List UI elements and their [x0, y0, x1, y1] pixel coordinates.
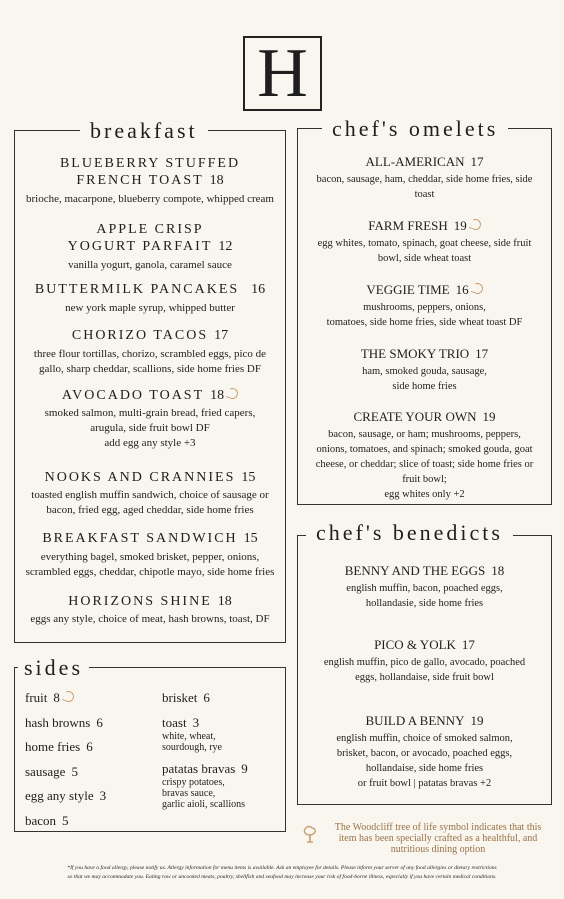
item-price: 17 [475, 346, 489, 361]
menu-item [14, 155, 286, 210]
item-name: BUTTERMILK PANCAKES [34, 282, 240, 297]
item-desc: english muffin, bacon, poached eggs, [346, 583, 503, 594]
side-item [25, 813, 155, 838]
item-name: brisket [162, 690, 198, 705]
item-name: BREAKFAST SANDWICH [42, 531, 238, 546]
item-desc: hollandaise, side home fries [365, 763, 484, 774]
item-name: FRENCH TOAST [76, 173, 204, 188]
item-name: toast [162, 714, 187, 730]
item-desc: cheese, or cheddar; slice of toast; side home fries or [315, 459, 534, 470]
benedicts-title: chef's benedicts [306, 522, 513, 544]
item-name: CREATE YOUR OWN [353, 409, 477, 424]
item-price: 15 [241, 470, 256, 485]
item-desc: sourdough, rye [162, 741, 222, 753]
item-price: 3 [192, 714, 200, 730]
item-desc: egg whites only +2 [384, 489, 465, 500]
omelets-title: chef's omelets [322, 118, 508, 140]
item-name: bacon [25, 812, 57, 828]
item-desc: hollandasie, side home fries [365, 598, 484, 609]
item-desc: crispy potatoes, [162, 776, 225, 788]
item-desc: new york maple syrup, whipped butter [65, 302, 235, 314]
sides-title: sides [18, 657, 89, 679]
item-desc: onions, tomatoes, and spinach; smoked gouda, goat [316, 444, 533, 455]
item-name: BLUEBERRY STUFFED [59, 156, 241, 171]
item-desc: tomatoes, side home fries, side wheat toast DF [326, 317, 523, 328]
item-price: 15 [243, 531, 258, 546]
item-price: 19 [453, 218, 467, 233]
menu-item [14, 210, 286, 274]
item-name: hash browns [25, 714, 91, 730]
item-price: 5 [71, 763, 78, 779]
menu-item [299, 408, 550, 503]
tree-of-life-icon [226, 386, 240, 400]
disclaimer-line: so that we may accommodate you. Eating raw or uncooked meats, poultry, shellfish and seafood may increase your risk of food-borne illness, especially if you have certain medical conditions. [67, 874, 497, 880]
menu-item [299, 217, 550, 281]
item-price: 16 [251, 282, 266, 297]
item-name: egg any style [25, 788, 94, 803]
item-price: 6 [203, 690, 210, 705]
item-name: BUILD A BENNY [365, 713, 465, 728]
item-price: 16 [455, 282, 469, 297]
item-desc: vanilla yogurt, ganola, caramel sauce [68, 259, 232, 271]
item-name: ALL-AMERICAN [365, 154, 465, 169]
menu-item [14, 584, 286, 624]
item-name: YOGURT PARFAIT [67, 239, 213, 254]
item-desc: ham, smoked gouda, sausage, [362, 366, 487, 377]
item-name: BENNY AND THE EGGS [344, 563, 486, 578]
menu-item [14, 379, 286, 460]
item-price: 17 [214, 328, 229, 343]
benedicts-items [299, 562, 550, 791]
side-item [25, 690, 155, 715]
side-item [25, 764, 155, 789]
item-name: AVOCADO TOAST [61, 388, 205, 403]
item-price: 5 [62, 812, 69, 828]
menu-item [14, 460, 286, 521]
item-desc: gallo, sharp cheddar, scallions, side home fries DF [39, 363, 261, 375]
item-desc: brisket, bacon, or avocado, poached eggs, [336, 748, 513, 759]
side-item [162, 715, 282, 761]
item-name: patatas bravas [162, 760, 236, 776]
item-name: FARM FRESH [368, 218, 448, 233]
item-desc: bowl, side wheat toast [377, 253, 472, 264]
breakfast-title: breakfast [80, 120, 208, 142]
item-price: 3 [99, 788, 107, 803]
item-desc: or fruit bowl | patatas bravas +2 [357, 778, 492, 789]
item-price: 18 [209, 173, 224, 188]
item-name: sausage [25, 763, 66, 779]
item-name: CHORIZO TACOS [71, 328, 209, 343]
tree-of-life-legend-icon [300, 824, 320, 844]
item-desc: garlic aioli, scallions [162, 798, 246, 810]
logo-letter: H [257, 34, 308, 112]
side-item [25, 715, 155, 740]
item-desc: everything bagel, smoked brisket, pepper, onions, [40, 551, 260, 563]
menu-item [299, 281, 550, 345]
menu-item [299, 636, 550, 712]
item-desc: english muffin, choice of smoked salmon, [336, 733, 513, 744]
item-desc: toasted english muffin sandwich, choice of sausage or [31, 489, 269, 501]
item-desc: brioche, macarpone, blueberry compote, whipped cream [25, 193, 274, 205]
item-desc: english muffin, pico de gallo, avocado, poached [323, 657, 526, 668]
item-desc: egg whites, tomato, spinach, goat cheese, side fruit [317, 238, 532, 249]
tree-of-life-note [326, 822, 550, 855]
item-desc: smoked salmon, multi-grain bread, fried capers, [44, 407, 256, 419]
item-name: home fries [25, 739, 81, 754]
item-price: 17 [470, 154, 484, 169]
side-item [25, 788, 155, 813]
menu-item [299, 345, 550, 408]
item-price: 19 [482, 409, 496, 424]
item-name: fruit [25, 690, 48, 705]
item-price: 12 [218, 239, 233, 254]
note-line: The Woodcliff tree of life symbol indicates that this [334, 822, 542, 833]
item-name: NOOKS AND CRANNIES [44, 470, 236, 485]
item-desc: scrambled eggs, cheddar, chipotle mayo, side home fries [25, 566, 275, 578]
item-name: THE SMOKY TRIO [360, 346, 470, 361]
item-desc: bacon, fried egg, aged cheddar, side home fries [46, 504, 254, 516]
omelets-items [299, 153, 550, 503]
item-name: HORIZONS SHINE [68, 594, 212, 609]
note-line: item has been specially crafted as a healthful, and [338, 833, 538, 844]
item-price: 18 [491, 563, 505, 578]
item-price: 8 [53, 690, 60, 705]
item-desc: side home fries [392, 381, 457, 392]
item-price: 6 [86, 739, 93, 754]
item-desc: add egg any style +3 [104, 437, 196, 449]
item-price: 17 [461, 637, 475, 652]
tree-of-life-icon [61, 689, 75, 703]
item-desc: bravas sauce, [162, 787, 216, 799]
side-item [162, 761, 282, 810]
item-desc: eggs any style, choice of meat, hash browns, toast, DF [30, 613, 270, 625]
item-desc: bacon, sausage, ham, cheddar, side home fries, side [316, 174, 533, 185]
item-name: APPLE CRISP [96, 222, 204, 237]
item-price: 19 [470, 713, 484, 728]
sides-left-column [25, 690, 155, 837]
sides-right-column [162, 690, 282, 810]
item-desc: toast [414, 189, 435, 200]
item-desc: three flour tortillas, chorizo, scrambled eggs, pico de [33, 348, 267, 360]
tree-of-life-icon [468, 217, 482, 231]
logo [243, 36, 322, 111]
menu-item [299, 153, 550, 217]
menu-item [14, 521, 286, 584]
item-desc: fruit bowl; [402, 474, 447, 485]
menu-item [14, 274, 286, 320]
menu-item [14, 320, 286, 379]
side-item [162, 690, 282, 715]
item-desc: mushrooms, peppers, onions, [363, 302, 486, 313]
item-price: 6 [96, 714, 103, 730]
breakfast-items [14, 155, 286, 624]
menu-item [299, 562, 550, 636]
item-name: VEGGIE TIME [366, 282, 450, 297]
item-price: 18 [217, 594, 232, 609]
side-item [25, 739, 155, 764]
item-desc: eggs, hollandaise, side fruit bowl [355, 672, 494, 683]
menu-item [299, 712, 550, 791]
item-name: PICO & YOLK [374, 637, 456, 652]
item-price: 18 [210, 388, 225, 403]
allergy-disclaimer [10, 864, 554, 882]
item-desc: arugula, side fruit bowl DF [90, 422, 210, 434]
note-line: nutritious dining option [390, 844, 486, 855]
item-desc: bacon, sausage, or ham; mushrooms, peppers, [328, 429, 521, 440]
disclaimer-line: *If you have a food allergy, please notify us. Allergy information for menu items is available. Ask an employee for details. Please inform your server of any food allergies or dietary restrictions [67, 865, 497, 871]
item-desc: white, wheat, [162, 730, 216, 742]
item-price: 9 [241, 760, 248, 776]
tree-of-life-icon [470, 281, 484, 295]
